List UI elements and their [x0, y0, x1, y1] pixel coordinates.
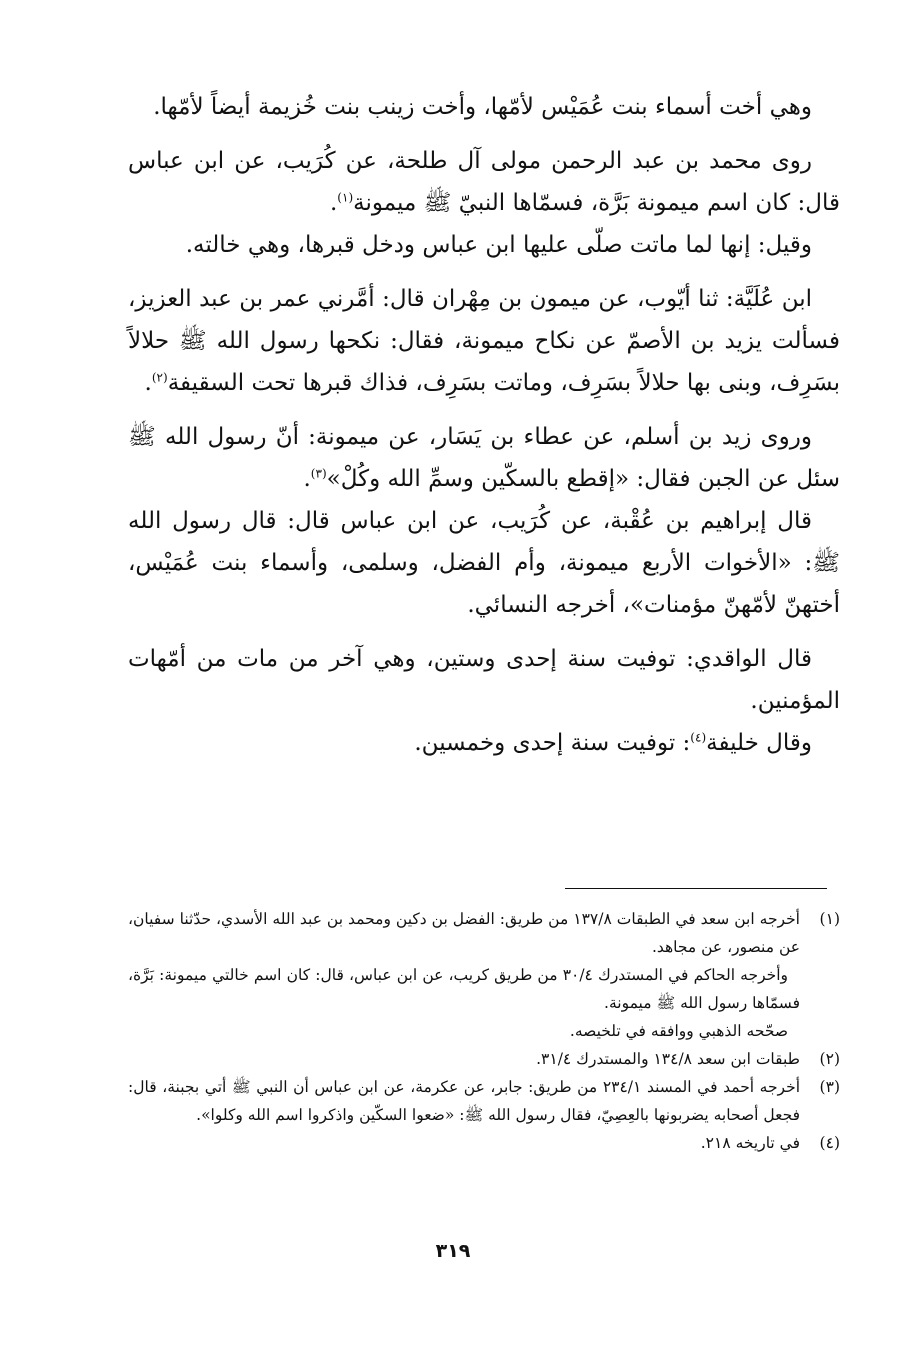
footnote-body: [128, 905, 800, 1045]
paragraph-8: [128, 722, 840, 764]
footnote-2: [128, 1045, 840, 1073]
footnote-line: صحّحه الذهبي ووافقه في تلخيصه.: [569, 1022, 788, 1040]
footnote-line: وأخرجه الحاكم في المستدرك ٣٠/٤ من طريق كريب، عن ابن عباس، قال: كان اسم خالتي ميمونة: بَرَّة، فسمّاها رسول الله ﷺ ميمونة.: [128, 966, 800, 1012]
footnote-body: [128, 1073, 800, 1129]
footnote-ref-3[interactable]: (٣): [310, 466, 327, 481]
footnote-line: في تاريخه ٢١٨.: [700, 1134, 800, 1152]
footnote-number: (٢): [819, 1050, 840, 1068]
footnote-number: (١): [819, 910, 840, 928]
paragraph-2: [128, 140, 840, 224]
paragraph-5-text: وروى زيد بن أسلم، عن عطاء بن يَسَار، عن ميمونة: أنّ رسول الله ﷺ سئل عن الجبن فقال: «إقطع بالسكّين وسمِّ الله وكُلْ»: [128, 424, 840, 492]
paragraph-6: قال إبراهيم بن عُقْبة، عن كُرَيب، عن ابن عباس قال: قال رسول الله ﷺ: «الأخوات الأربع ميمونة، وأم الفضل، وسلمى، وأسماء بنت عُمَيْس، أختهنّ لأمّهنّ مؤمنات»، أخرجه النسائي.: [128, 508, 840, 618]
footnote-line: طبقات ابن سعد ١٣٤/٨ والمستدرك ٣١/٤.: [536, 1050, 800, 1068]
paragraph-8-end: : توفيت سنة إحدى وخمسين.: [414, 730, 691, 756]
paragraph-4: [128, 278, 840, 404]
footnote-body: [128, 1045, 800, 1073]
footnote-ref-2[interactable]: (٢): [151, 370, 168, 385]
paragraph-2-text: روى محمد بن عبد الرحمن مولى آل طلحة، عن كُرَيب، عن ابن عباس قال: كان اسم ميمونة بَرَّة، فسمّاها النبيّ ﷺ ميمونة: [128, 148, 840, 216]
footnotes: [128, 905, 840, 1157]
paragraph-2-end: .: [329, 190, 338, 216]
footnote-line: أخرجه ابن سعد في الطبقات ١٣٧/٨ من طريق: الفضل بن دكين ومحمد بن عبد الله الأسدي، حدّثنا سفيان، عن منصور، عن مجاهد.: [128, 910, 800, 956]
footnote-3: [128, 1073, 840, 1129]
footnote-ref-4[interactable]: (٤): [690, 730, 707, 745]
footnote-ref-1[interactable]: (١): [337, 190, 354, 205]
footnote-line: أخرجه أحمد في المسند ٢٣٤/١ من طريق: جابر، عن عكرمة، عن ابن عباس أن النبي ﷺ أتي بجبنة، قال: فجعل أصحابه يضربونها بالعِصِيّ، فقال رسول الله ﷺ: «ضعوا السكّين واذكروا اسم الله وكلوا».: [128, 1078, 800, 1124]
paragraph-1: وهي أخت أسماء بنت عُمَيْس لأمّها، وأخت زينب بنت خُزيمة أيضاً لأمّها.: [153, 94, 812, 120]
footnote-number: (٣): [819, 1078, 840, 1096]
paragraph-4-text: ابن عُلَيَّة: ثنا أيّوب، عن ميمون بن مِهْران قال: أمَّرني عمر بن عبد العزيز، فسألت يزيد بن الأصمّ عن نكاح ميمونة، فقال: نكحها رسول الله ﷺ حلالاً بسَرِف، وبنى بها حلالاً بسَرِف، وماتت بسَرِف، فذاك قبرها تحت السقيفة: [128, 286, 840, 396]
paragraph-5: [128, 416, 840, 500]
footnote-separator: [565, 888, 827, 889]
paragraph-4-end: .: [144, 370, 152, 396]
paragraph-3: وقيل: إنها لما ماتت صلّى عليها ابن عباس ودخل قبرها، وهي خالته.: [185, 232, 812, 258]
paragraph-5-end: .: [303, 466, 311, 492]
paragraph-7: قال الواقدي: توفيت سنة إحدى وستين، وهي آخر من مات من أمّهات المؤمنين.: [128, 646, 840, 714]
footnote-number: (٤): [819, 1134, 840, 1152]
main-text: [128, 86, 840, 764]
page-number: ٣١٩: [435, 1240, 471, 1262]
footnote-4: [128, 1129, 840, 1157]
paragraph-8-text: وقال خليفة: [706, 730, 812, 756]
footnote-body: [128, 1129, 800, 1157]
footnote-1: [128, 905, 840, 1045]
